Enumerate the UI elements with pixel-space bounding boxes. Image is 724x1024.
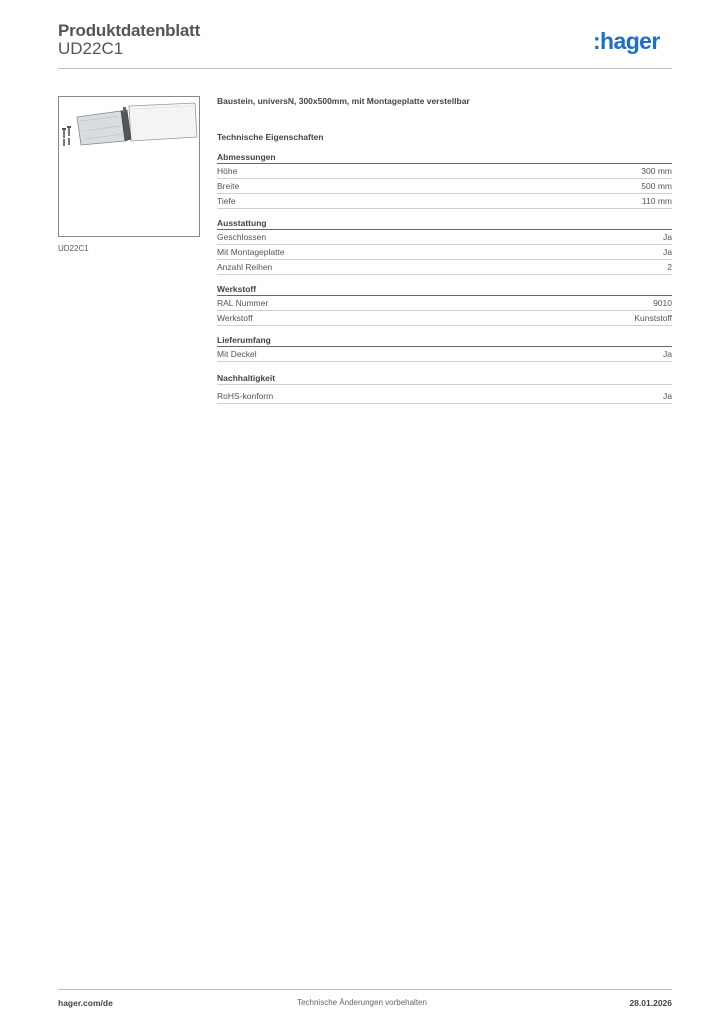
spec-label: RoHS-konform [217,391,274,401]
spec-value: 9010 [653,298,672,308]
footer-notice: Technische Änderungen vorbehalten [297,998,427,1007]
section-material [217,284,672,326]
spec-value: Ja [663,247,672,257]
section-title: Werkstoff [217,284,672,296]
product-description: Baustein, universN, 300x500mm, mit Montageplatte verstellbar [217,96,470,106]
section-delivery [217,335,672,362]
spec-value: 2 [667,262,672,272]
spec-value: Ja [663,391,672,401]
specs-heading: Technische Eigenschaften [217,132,324,142]
enclosure-illustration [59,97,199,236]
section-sustainability [217,373,672,404]
spec-value: Ja [663,349,672,359]
section-dimensions [217,152,672,209]
spec-label: Anzahl Reihen [217,262,273,272]
spec-value: 110 mm [641,196,672,206]
spec-row [217,194,672,209]
spec-label: Geschlossen [217,232,267,242]
header-divider [58,68,672,69]
spec-row [217,179,672,194]
footer-date: 28.01.2026 [629,998,672,1008]
product-details [217,95,672,404]
spec-label: Mit Montageplatte [217,247,285,257]
spec-label: Tiefe [217,196,236,206]
section-title: Nachhaltigkeit [217,373,672,385]
hager-logo: :hager [593,28,660,54]
product-image-caption: UD22C1 [58,244,89,253]
spec-row [217,311,672,326]
spec-row [217,230,672,245]
section-title: Ausstattung [217,218,672,230]
spec-value: 500 mm [641,181,672,191]
spec-row [217,164,672,179]
section-title: Lieferumfang [217,335,672,347]
page-title: Produktdatenblatt [58,21,201,40]
product-image [58,96,200,237]
spec-row [217,347,672,362]
spec-label: RAL Nummer [217,298,269,308]
spec-value: Ja [663,232,672,242]
spec-label: Werkstoff [217,313,253,323]
spec-label: Höhe [217,166,238,176]
spec-row [217,260,672,275]
footer-divider [58,989,672,990]
spec-value: Kunststoff [634,313,672,323]
spec-value: 300 mm [641,166,672,176]
spec-row [217,389,672,404]
spec-label: Mit Deckel [217,349,257,359]
footer-website-link[interactable]: hager.com/de [58,998,113,1008]
spec-row [217,245,672,260]
spec-label: Breite [217,181,240,191]
section-equipment [217,218,672,275]
product-code: UD22C1 [58,39,124,58]
spec-row [217,296,672,311]
section-title: Abmessungen [217,152,672,164]
